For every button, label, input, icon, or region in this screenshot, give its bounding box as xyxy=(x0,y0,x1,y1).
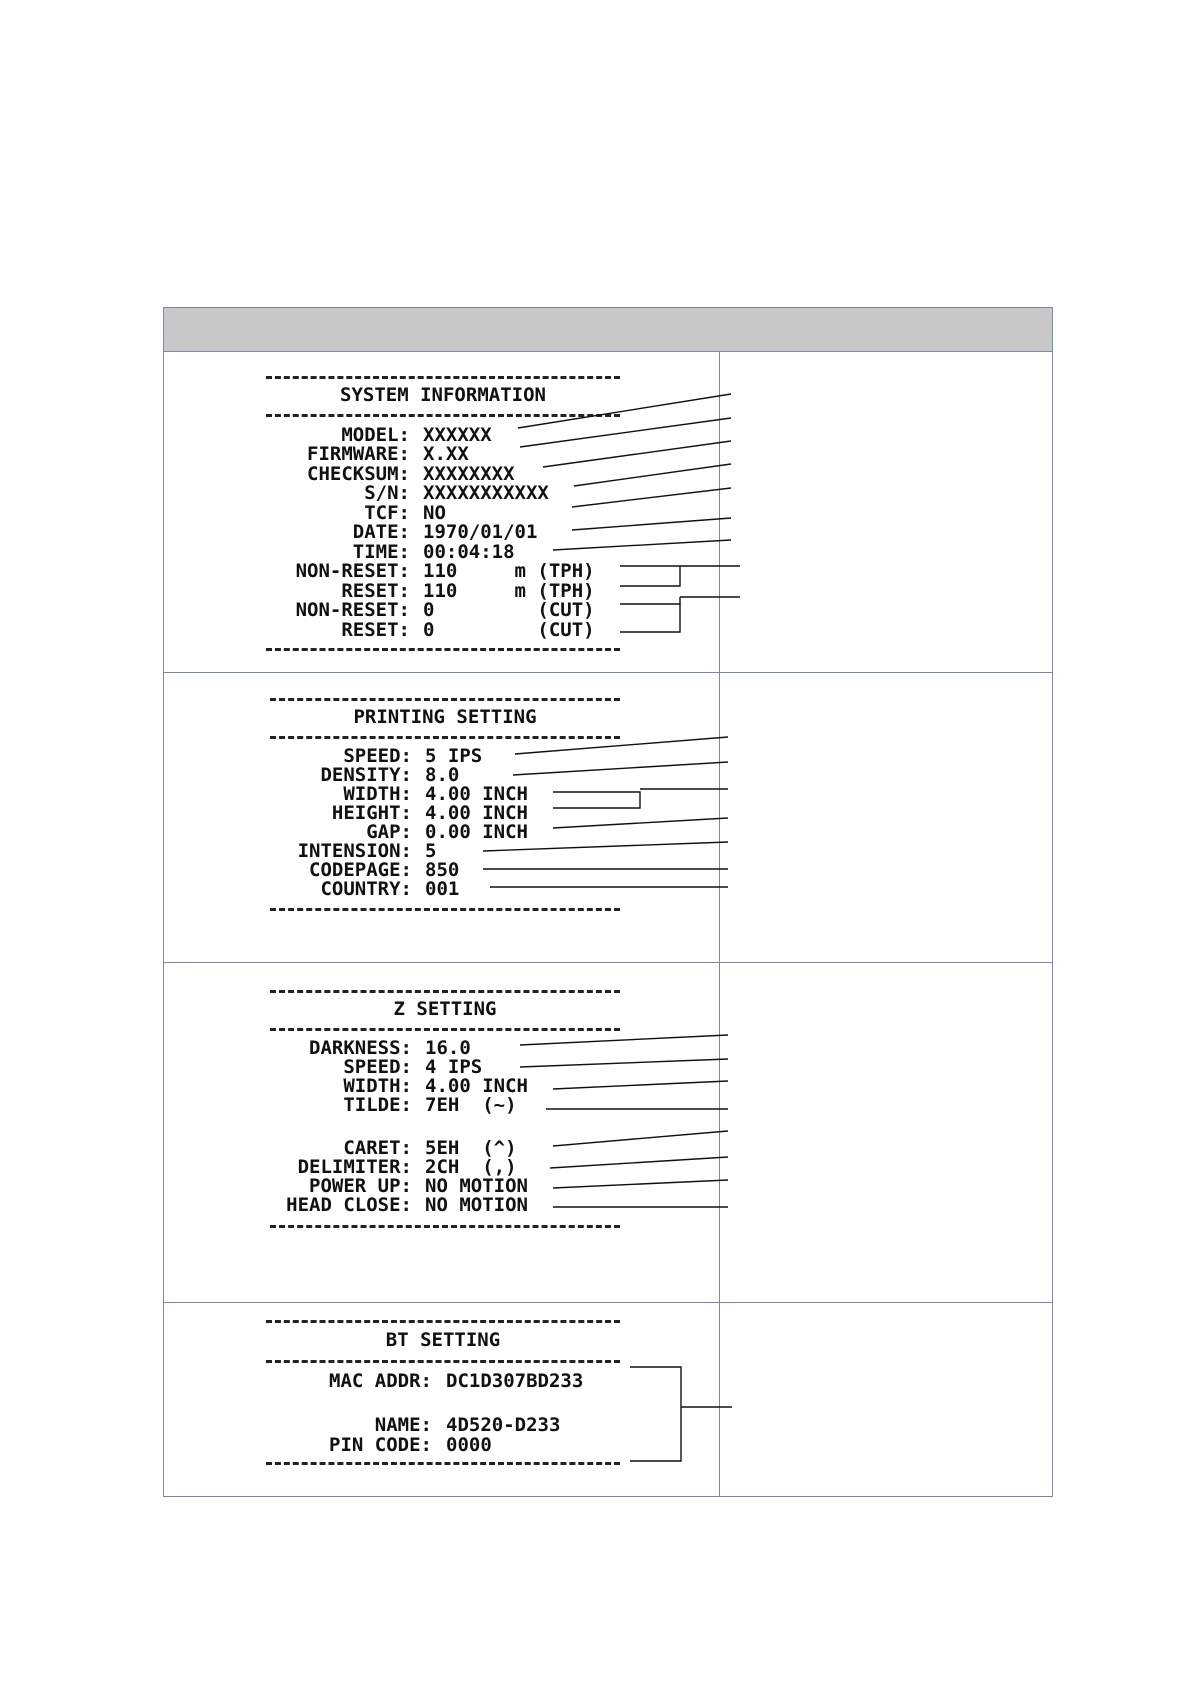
column-divider xyxy=(719,352,720,1497)
tph-non-reset-value: 110 m (TPH) xyxy=(423,560,595,582)
height-value: 4.00 INCH xyxy=(425,802,528,824)
cut-non-reset-label: NON-RESET: xyxy=(295,599,410,621)
time-value: 00:04:18 xyxy=(423,541,515,563)
z-width-label: WIDTH: xyxy=(343,1075,412,1097)
pin-code-label: PIN CODE: xyxy=(329,1434,432,1456)
dashed-rule xyxy=(270,1028,620,1031)
intension-value: 5 xyxy=(425,840,437,862)
row-divider xyxy=(164,962,1052,963)
table-header xyxy=(164,308,1052,352)
serial-number-label: S/N: xyxy=(364,482,410,504)
mac-address-value: DC1D307BD233 xyxy=(446,1370,584,1392)
dashed-rule xyxy=(266,376,620,379)
checksum-value: XXXXXXXX xyxy=(423,463,515,485)
tph-non-reset-label: NON-RESET: xyxy=(295,560,410,582)
caret-label: CARET: xyxy=(343,1137,412,1159)
power-up-value: NO MOTION xyxy=(425,1175,528,1197)
codepage-value: 850 xyxy=(425,859,460,881)
dashed-rule xyxy=(270,908,620,911)
bt-name-value: 4D520-D233 xyxy=(446,1414,561,1436)
firmware-value: X.XX xyxy=(423,443,469,465)
printing-title: PRINTING SETTING xyxy=(353,706,537,728)
checksum-label: CHECKSUM: xyxy=(307,463,410,485)
dashed-rule xyxy=(266,414,620,417)
firmware-label: FIRMWARE: xyxy=(307,443,410,465)
pin-code-value: 0000 xyxy=(446,1434,492,1456)
dashed-rule xyxy=(266,648,620,651)
cut-reset-value: 0 (CUT) xyxy=(423,619,595,641)
dashed-rule xyxy=(270,736,620,739)
cut-non-reset-value: 0 (CUT) xyxy=(423,599,595,621)
tilde-value: 7EH (~) xyxy=(425,1094,517,1116)
country-value: 001 xyxy=(425,878,460,900)
dashed-rule xyxy=(266,1320,620,1323)
model-label: MODEL: xyxy=(341,424,410,446)
tph-reset-value: 110 m (TPH) xyxy=(423,580,595,602)
darkness-value: 16.0 xyxy=(425,1037,471,1059)
density-value: 8.0 xyxy=(425,764,460,786)
time-label: TIME: xyxy=(352,541,410,563)
date-value: 1970/01/01 xyxy=(423,521,538,543)
darkness-label: DARKNESS: xyxy=(309,1037,412,1059)
row-divider xyxy=(164,1302,1052,1303)
z-width-value: 4.00 INCH xyxy=(425,1075,528,1097)
dashed-rule xyxy=(266,1462,620,1465)
width-value: 4.00 INCH xyxy=(425,783,528,805)
country-label: COUNTRY: xyxy=(320,878,412,900)
delimiter-value: 2CH (,) xyxy=(425,1156,517,1178)
tph-reset-label: RESET: xyxy=(341,580,410,602)
z-setting-title: Z SETTING xyxy=(393,998,497,1020)
dashed-rule xyxy=(266,1360,620,1363)
row-divider xyxy=(164,672,1052,673)
height-label: HEIGHT: xyxy=(331,802,412,824)
gap-value: 0.00 INCH xyxy=(425,821,528,843)
dashed-rule xyxy=(270,1225,620,1228)
mac-address-label: MAC ADDR: xyxy=(329,1370,432,1392)
cut-reset-label: RESET: xyxy=(341,619,410,641)
caret-value: 5EH (^) xyxy=(425,1137,517,1159)
z-speed-label: SPEED: xyxy=(343,1056,412,1078)
density-label: DENSITY: xyxy=(320,764,412,786)
power-up-label: POWER UP: xyxy=(309,1175,412,1197)
date-label: DATE: xyxy=(352,521,410,543)
dashed-rule xyxy=(270,990,620,993)
z-speed-value: 4 IPS xyxy=(425,1056,483,1078)
width-label: WIDTH: xyxy=(343,783,412,805)
head-close-label: HEAD CLOSE: xyxy=(286,1194,412,1216)
head-close-value: NO MOTION xyxy=(425,1194,528,1216)
serial-number-value: XXXXXXXXXXX xyxy=(423,482,549,504)
dashed-rule xyxy=(270,698,620,701)
model-value: XXXXXX xyxy=(423,424,492,446)
tilde-label: TILDE: xyxy=(343,1094,412,1116)
speed-value: 5 IPS xyxy=(425,745,483,767)
gap-label: GAP: xyxy=(366,821,412,843)
tcf-label: TCF: xyxy=(364,502,410,524)
delimiter-label: DELIMITER: xyxy=(297,1156,412,1178)
intension-label: INTENSION: xyxy=(297,840,412,862)
bt-name-label: NAME: xyxy=(374,1414,432,1436)
tcf-value: NO xyxy=(423,502,446,524)
system-title: SYSTEM INFORMATION xyxy=(340,384,546,406)
codepage-label: CODEPAGE: xyxy=(309,859,412,881)
speed-label: SPEED: xyxy=(343,745,412,767)
bt-title: BT SETTING xyxy=(385,1329,501,1351)
